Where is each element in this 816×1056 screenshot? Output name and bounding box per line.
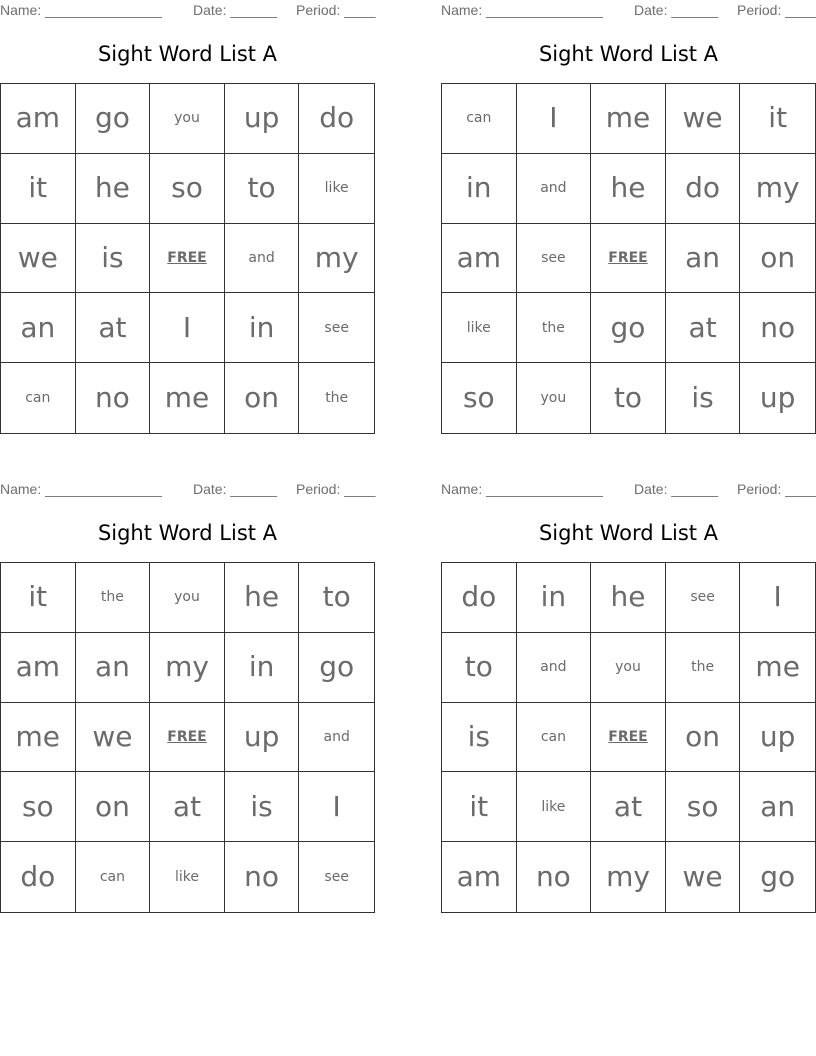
word-cell[interactable]: like <box>299 154 374 224</box>
word-cell[interactable]: we <box>666 842 741 912</box>
word-cell[interactable]: do <box>666 154 741 224</box>
word-cell[interactable]: my <box>150 633 225 703</box>
word-cell[interactable]: me <box>150 363 225 433</box>
word-cell[interactable]: an <box>76 633 151 703</box>
word-cell[interactable]: no <box>225 842 300 912</box>
name-field[interactable]: Name: _______________ <box>0 481 162 497</box>
word-cell[interactable]: do <box>299 84 374 154</box>
word-cell[interactable]: in <box>517 563 592 633</box>
card-header <box>441 481 816 499</box>
word-cell[interactable]: is <box>442 703 517 773</box>
word-cell[interactable]: on <box>666 703 741 773</box>
bingo-card-3 <box>0 479 375 911</box>
word-cell[interactable]: see <box>299 293 374 363</box>
word-cell[interactable]: it <box>740 84 815 154</box>
word-cell[interactable]: it <box>442 772 517 842</box>
word-cell[interactable]: he <box>76 154 151 224</box>
word-cell[interactable]: he <box>225 563 300 633</box>
card-title: Sight Word List A <box>97 521 278 545</box>
word-cell[interactable]: to <box>442 633 517 703</box>
free-space[interactable]: FREE <box>591 703 666 773</box>
word-cell[interactable]: the <box>666 633 741 703</box>
word-grid <box>441 562 816 913</box>
word-cell[interactable]: up <box>759 381 796 415</box>
word-cell[interactable]: no <box>517 842 592 912</box>
word-cell[interactable]: to <box>299 563 374 633</box>
word-cell[interactable]: up <box>225 84 300 154</box>
name-field[interactable]: Name: _______________ <box>441 481 603 497</box>
word-cell[interactable]: like <box>150 842 225 912</box>
word-cell[interactable]: can <box>517 703 592 773</box>
word-cell[interactable]: no <box>740 293 815 363</box>
word-cell[interactable]: do <box>442 563 517 633</box>
word-cell[interactable]: my <box>299 224 374 294</box>
word-cell[interactable]: go <box>760 860 796 894</box>
date-field[interactable]: Date: ______ <box>193 2 278 18</box>
word-cell[interactable]: I <box>150 293 225 363</box>
word-cell[interactable]: am <box>1 84 76 154</box>
word-cell[interactable]: my <box>591 842 666 912</box>
word-grid <box>0 562 375 913</box>
word-cell[interactable]: go <box>76 84 151 154</box>
word-cell[interactable]: I <box>740 563 815 633</box>
name-field[interactable]: Name: _______________ <box>0 2 162 18</box>
word-cell[interactable]: up <box>740 703 815 773</box>
word-cell[interactable]: at <box>76 293 151 363</box>
word-cell[interactable]: we <box>666 84 741 154</box>
word-cell[interactable]: and <box>299 703 374 773</box>
word-cell[interactable]: on <box>225 363 300 433</box>
bingo-card-1 <box>0 0 375 432</box>
word-cell[interactable]: you <box>150 84 225 154</box>
card-header <box>441 2 816 20</box>
word-cell[interactable]: in <box>225 293 300 363</box>
word-cell[interactable]: in <box>442 154 517 224</box>
word-cell[interactable]: we <box>76 703 151 773</box>
word-cell[interactable]: the <box>76 563 151 633</box>
free-space[interactable]: FREE <box>150 224 225 294</box>
word-cell[interactable]: am <box>1 633 76 703</box>
word-cell[interactable]: do <box>1 842 76 912</box>
word-cell[interactable]: me <box>740 633 815 703</box>
word-cell[interactable]: it <box>1 563 76 633</box>
word-cell[interactable]: the <box>325 390 349 407</box>
word-cell[interactable]: see <box>324 869 349 886</box>
word-cell[interactable]: we <box>1 224 76 294</box>
period-field[interactable]: Period: ____ <box>296 481 376 497</box>
word-cell[interactable]: at <box>150 772 225 842</box>
free-space[interactable]: FREE <box>150 703 225 773</box>
word-cell[interactable]: like <box>442 293 517 363</box>
word-cell[interactable]: on <box>740 224 815 294</box>
word-cell[interactable]: and <box>517 633 592 703</box>
word-cell[interactable]: he <box>591 154 666 224</box>
word-cell[interactable]: me <box>591 84 666 154</box>
word-cell[interactable]: see <box>666 563 741 633</box>
word-cell[interactable]: in <box>225 633 300 703</box>
word-cell[interactable]: an <box>1 293 76 363</box>
date-field[interactable]: Date: ______ <box>634 2 719 18</box>
word-cell[interactable]: and <box>517 154 592 224</box>
word-cell[interactable]: can <box>442 84 517 154</box>
word-cell[interactable]: no <box>76 363 151 433</box>
word-cell[interactable]: you <box>517 363 592 433</box>
word-cell[interactable]: you <box>150 563 225 633</box>
word-cell[interactable]: go <box>591 293 666 363</box>
word-cell[interactable]: is <box>225 772 300 842</box>
word-cell[interactable]: at <box>666 293 741 363</box>
word-cell[interactable]: and <box>225 224 300 294</box>
word-cell[interactable]: is <box>76 224 151 294</box>
period-field[interactable]: Period: ____ <box>296 2 376 18</box>
card-header <box>0 2 375 20</box>
word-cell[interactable]: can <box>76 842 151 912</box>
word-cell[interactable]: it <box>1 154 76 224</box>
bingo-card-2 <box>441 0 816 432</box>
word-cell[interactable]: an <box>740 772 815 842</box>
word-cell[interactable]: I <box>517 84 592 154</box>
date-field[interactable]: Date: ______ <box>193 481 278 497</box>
card-header <box>0 481 375 499</box>
word-cell[interactable]: on <box>76 772 151 842</box>
word-cell[interactable]: go <box>299 633 374 703</box>
word-cell[interactable]: an <box>666 224 741 294</box>
card-title: Sight Word List A <box>538 521 719 545</box>
word-cell[interactable]: he <box>591 563 666 633</box>
free-space[interactable]: FREE <box>591 224 666 294</box>
word-cell[interactable]: so <box>666 772 741 842</box>
name-field[interactable]: Name: _______________ <box>441 2 603 18</box>
word-cell[interactable]: like <box>517 772 592 842</box>
word-cell[interactable]: me <box>1 703 76 773</box>
date-field[interactable]: Date: ______ <box>634 481 719 497</box>
word-cell[interactable]: so <box>150 154 225 224</box>
card-title: Sight Word List A <box>97 42 278 66</box>
word-cell[interactable]: you <box>591 633 666 703</box>
word-cell[interactable]: I <box>299 772 374 842</box>
word-cell[interactable]: my <box>740 154 815 224</box>
word-cell[interactable]: the <box>517 293 592 363</box>
word-cell[interactable]: to <box>225 154 300 224</box>
word-grid <box>441 83 816 434</box>
word-cell[interactable]: am <box>442 842 517 912</box>
word-cell[interactable]: is <box>666 363 741 433</box>
period-field[interactable]: Period: ____ <box>737 481 816 497</box>
word-cell[interactable]: to <box>591 363 666 433</box>
bingo-card-4 <box>441 479 816 911</box>
word-cell[interactable]: so <box>442 363 517 433</box>
word-cell[interactable]: up <box>225 703 300 773</box>
word-grid <box>0 83 375 434</box>
period-field[interactable]: Period: ____ <box>737 2 816 18</box>
word-cell[interactable]: can <box>1 363 76 433</box>
word-cell[interactable]: at <box>591 772 666 842</box>
card-title: Sight Word List A <box>538 42 719 66</box>
word-cell[interactable]: am <box>442 224 517 294</box>
word-cell[interactable]: see <box>517 224 592 294</box>
word-cell[interactable]: so <box>1 772 76 842</box>
